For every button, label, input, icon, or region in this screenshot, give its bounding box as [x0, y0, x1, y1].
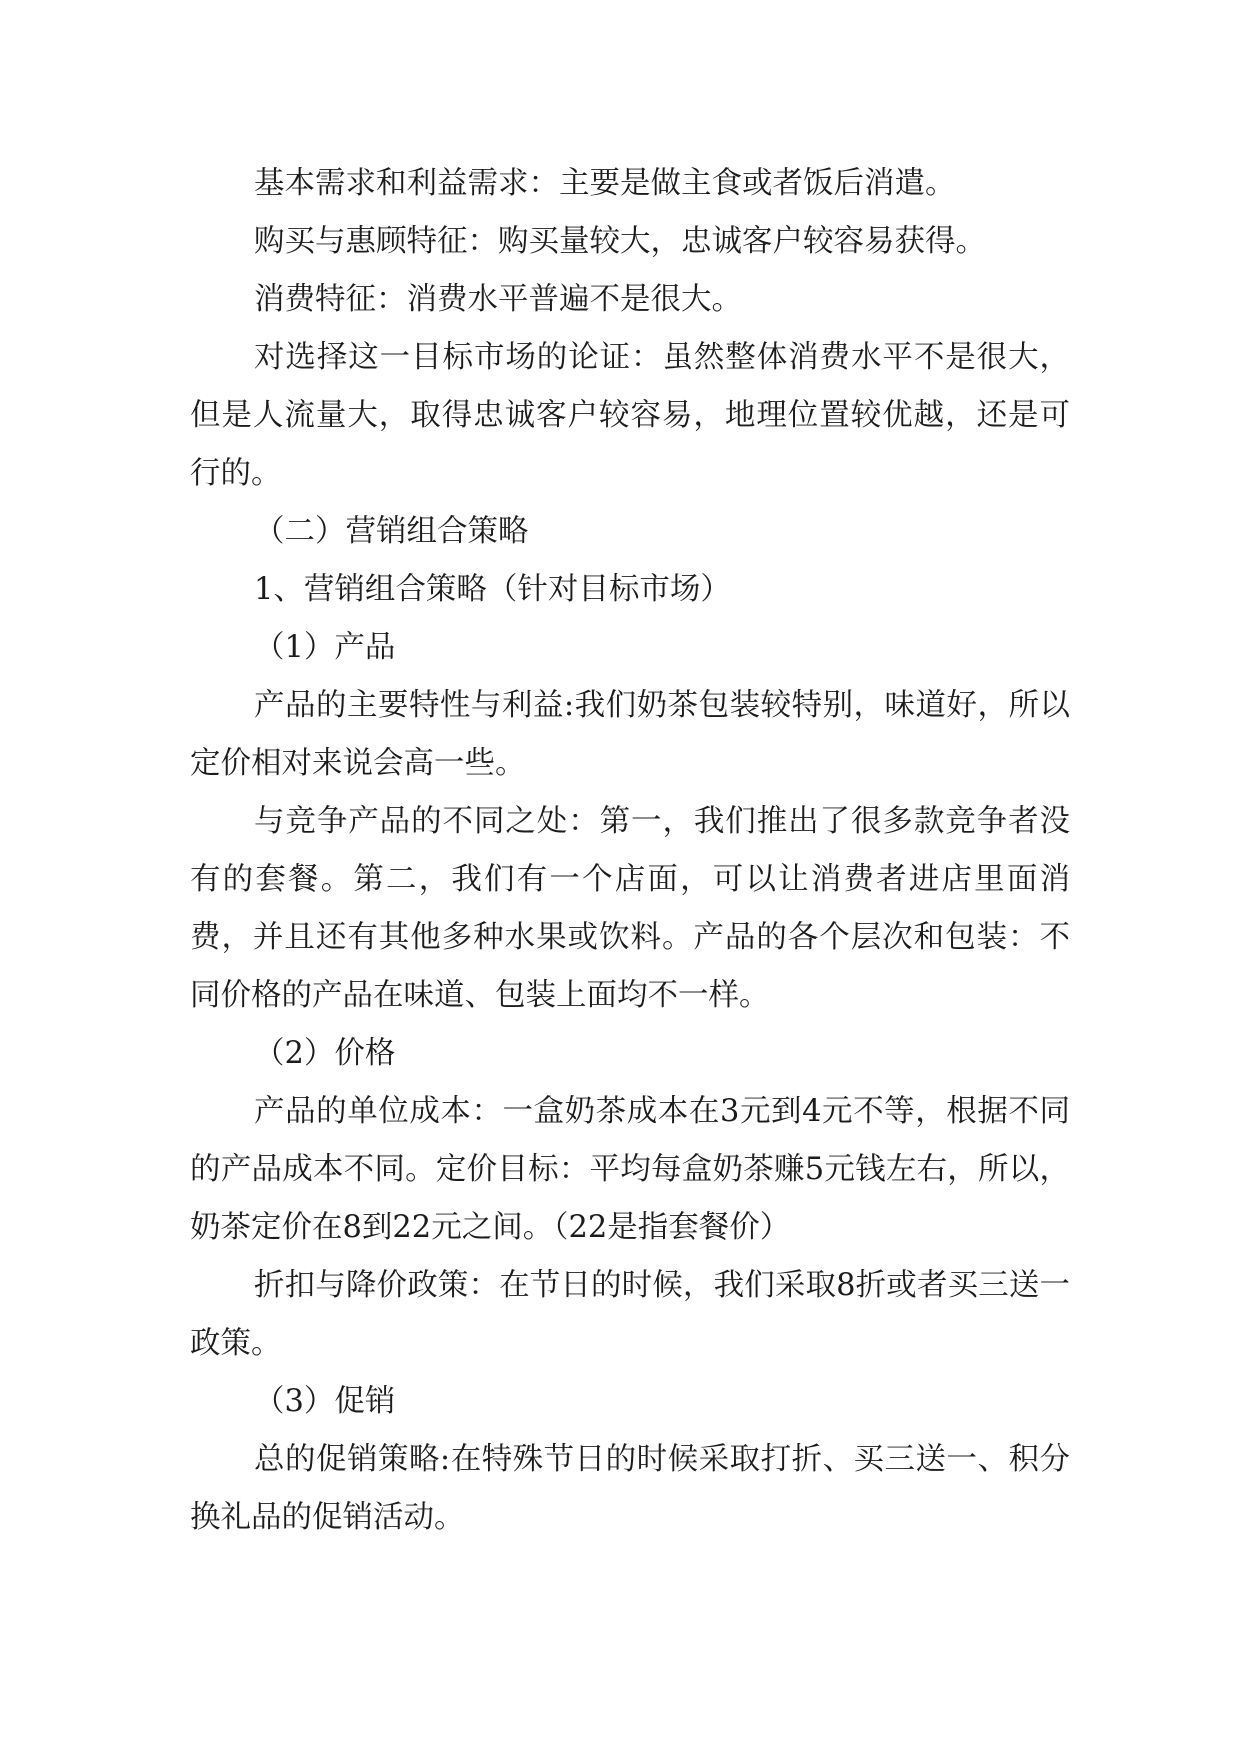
- paragraph-purchase-traits: 购买与惠顾特征：购买量较大，忠诚客户较容易获得。: [254, 224, 986, 259]
- subsection-heading-mix-strategy: 1、营销组合策略（针对目标市场）: [254, 572, 731, 607]
- paragraph-unit-cost: 产品的单位成本：一盒奶茶成本在3元到4元不等，根据不同的产品成本不同。定价目标：平均每盒奶茶赚5元钱左右，所以，奶茶定价在8到22元之间。（22是指套餐价）: [190, 1094, 1070, 1245]
- paragraph-consumption-traits: 消费特征：消费水平普遍不是很大。: [254, 282, 742, 317]
- document-body: [190, 155, 1070, 1547]
- item-heading-product: （1）产品: [254, 630, 396, 665]
- item-heading-price: （2）价格: [254, 1036, 396, 1071]
- paragraph-market-argument: 对选择这一目标市场的论证：虽然整体消费水平不是很大，但是人流量大，取得忠诚客户较容易，地理位置较优越，还是可行的。: [190, 340, 1070, 491]
- paragraph-competitive-difference: 与竞争产品的不同之处：第一，我们推出了很多款竞争者没有的套餐。第二，我们有一个店面，可以让消费者进店里面消费，并且还有其他多种水果或饮料。产品的各个层次和包装：不同价格的产品在味道、包装上面均不一样。: [190, 804, 1070, 1013]
- paragraph-discount-policy: 折扣与降价政策：在节日的时候，我们采取8折或者买三送一政策。: [190, 1268, 1070, 1361]
- section-heading-marketing-mix: （二）营销组合策略: [254, 514, 529, 549]
- paragraph-promotion-strategy: 总的促销策略:在特殊节日的时候采取打折、买三送一、积分换礼品的促销活动。: [190, 1442, 1070, 1535]
- paragraph-basic-needs: 基本需求和利益需求：主要是做主食或者饭后消遣。: [254, 166, 956, 201]
- item-heading-promotion: （3）促销: [254, 1384, 396, 1419]
- paragraph-product-features: 产品的主要特性与利益:我们奶茶包装较特别，味道好，所以定价相对来说会高一些。: [190, 688, 1070, 781]
